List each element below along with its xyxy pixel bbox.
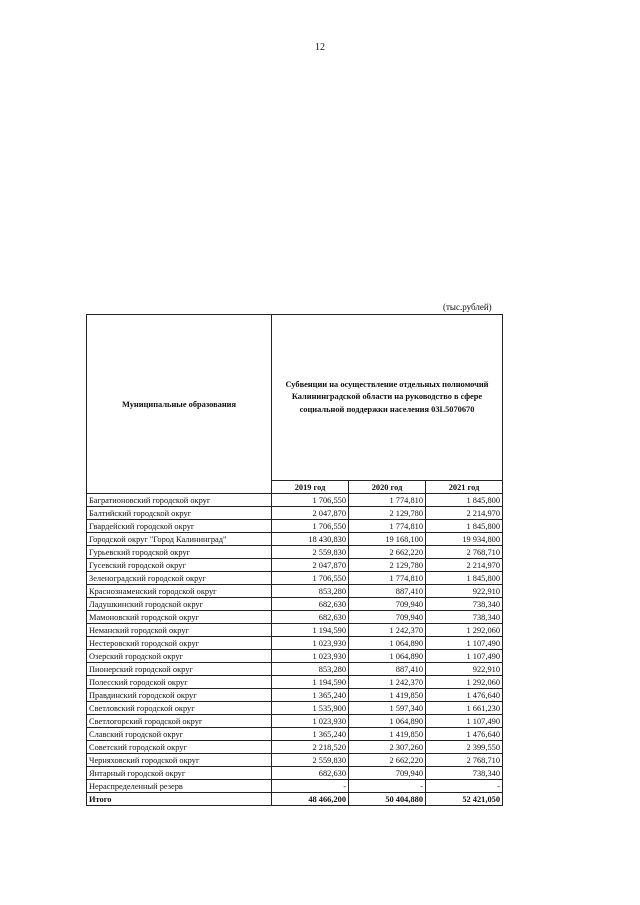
table-row [87,533,503,546]
value-cell: 709,940 [349,611,426,624]
municipality-name: Озерский городской округ [87,650,272,663]
table-row [87,585,503,598]
municipality-name: Багратионовский городской округ [87,494,272,507]
value-cell: 709,940 [349,767,426,780]
value-cell: 1 419,850 [349,728,426,741]
value-cell: 1 292,060 [426,676,503,689]
value-cell: 709,940 [349,598,426,611]
municipality-name: Гусевский городской округ [87,559,272,572]
value-cell: 2 768,710 [426,546,503,559]
value-cell: 1 365,240 [272,728,349,741]
value-cell: 1 242,370 [349,624,426,637]
value-cell: 2 214,970 [426,559,503,572]
table-row [87,780,503,793]
value-cell: 2 129,780 [349,559,426,572]
municipality-name: Светловский городской округ [87,702,272,715]
municipality-name: Ладушкинский городской округ [87,598,272,611]
value-cell: 887,410 [349,663,426,676]
value-cell: 18 430,830 [272,533,349,546]
municipality-name: Черняховский городской округ [87,754,272,767]
municipality-name: Пионерский городской округ [87,663,272,676]
value-cell: 2 768,710 [426,754,503,767]
table-row [87,611,503,624]
value-cell: 50 404,880 [349,793,426,806]
table-row [87,663,503,676]
table-row [87,598,503,611]
value-cell: 1 845,800 [426,572,503,585]
table-row [87,702,503,715]
value-cell: 2 214,970 [426,507,503,520]
value-cell: 19 168,100 [349,533,426,546]
value-cell: 1 476,640 [426,689,503,702]
municipality-name: Городской округ "Город Калининград" [87,533,272,546]
municipality-name: Мамоновский городской округ [87,611,272,624]
value-cell: 1 774,810 [349,572,426,585]
municipality-name: Славский городской округ [87,728,272,741]
header-municipalities: Муниципальные образования [87,315,272,494]
municipality-name: Правдинский городской округ [87,689,272,702]
value-cell: 1 107,490 [426,650,503,663]
value-cell: 1 107,490 [426,715,503,728]
value-cell: 2 047,870 [272,559,349,572]
value-cell: 853,280 [272,663,349,676]
municipality-name: Гурьевский городской округ [87,546,272,559]
value-cell: 1 023,930 [272,637,349,650]
header-year-2021: 2021 год [426,481,503,494]
table-row [87,494,503,507]
value-cell: 1 535,900 [272,702,349,715]
value-cell: 2 662,220 [349,546,426,559]
value-cell: 1 242,370 [349,676,426,689]
value-cell: 682,630 [272,598,349,611]
table-row [87,624,503,637]
value-cell: 682,630 [272,767,349,780]
value-cell: 1 023,930 [272,650,349,663]
value-cell: 922,910 [426,663,503,676]
value-cell: 1 194,590 [272,676,349,689]
total-row [87,793,503,806]
municipality-name: Янтарный городской округ [87,767,272,780]
header-year-2019: 2019 год [272,481,349,494]
municipality-name: Балтийский городской округ [87,507,272,520]
value-cell: 1 706,550 [272,520,349,533]
table-row [87,572,503,585]
value-cell: 1 597,340 [349,702,426,715]
value-cell: 1 845,800 [426,520,503,533]
value-cell: 1 064,890 [349,637,426,650]
value-cell: 2 399,550 [426,741,503,754]
header-year-2020: 2020 год [349,481,426,494]
municipality-name: Полесский городской округ [87,676,272,689]
table-row [87,507,503,520]
table-row [87,741,503,754]
value-cell: 1 365,240 [272,689,349,702]
value-cell: 52 421,050 [426,793,503,806]
units-label: (тыс.рублей) [443,302,492,312]
value-cell: 1 194,590 [272,624,349,637]
municipality-name: Краснознаменский городской округ [87,585,272,598]
value-cell: 1 774,810 [349,520,426,533]
table-row [87,728,503,741]
table-body [87,494,503,806]
table-row [87,715,503,728]
value-cell: 2 129,780 [349,507,426,520]
value-cell: 738,340 [426,767,503,780]
header-subsidy: Субвенции на осуществление отдельных полномочий Калининградской области на руководство в сфере социальной поддержки населения 03L5070670 [272,315,503,481]
table-row [87,546,503,559]
table-row [87,754,503,767]
municipality-name: Нестеровский городской округ [87,637,272,650]
value-cell: 1 107,490 [426,637,503,650]
value-cell: 2 559,830 [272,754,349,767]
value-cell: - [272,780,349,793]
value-cell: 2 559,830 [272,546,349,559]
table-row [87,650,503,663]
page-number: 12 [315,42,325,53]
municipality-name: Светлогорский городской округ [87,715,272,728]
municipality-name: Итого [87,793,272,806]
table-row [87,520,503,533]
value-cell: 922,910 [426,585,503,598]
municipality-name: Зеленоградский городской округ [87,572,272,585]
value-cell: 738,340 [426,598,503,611]
value-cell: 1 476,640 [426,728,503,741]
value-cell: 1 023,930 [272,715,349,728]
value-cell: 2 307,260 [349,741,426,754]
value-cell: 887,410 [349,585,426,598]
value-cell: 682,630 [272,611,349,624]
value-cell: 1 292,060 [426,624,503,637]
value-cell: 1 064,890 [349,650,426,663]
value-cell: 2 218,520 [272,741,349,754]
value-cell: 19 934,800 [426,533,503,546]
municipality-name: Советский городской округ [87,741,272,754]
table-row [87,676,503,689]
value-cell: - [426,780,503,793]
value-cell: 853,280 [272,585,349,598]
value-cell: 2 662,220 [349,754,426,767]
table-row [87,559,503,572]
value-cell: 1 706,550 [272,494,349,507]
value-cell: 1 661,230 [426,702,503,715]
subsidy-table [86,314,503,806]
table-row [87,689,503,702]
municipality-name: Неманский городской округ [87,624,272,637]
value-cell: 1 706,550 [272,572,349,585]
municipality-name: Нераспределенный резерв [87,780,272,793]
value-cell: 738,340 [426,611,503,624]
value-cell: 1 064,890 [349,715,426,728]
value-cell: - [349,780,426,793]
value-cell: 2 047,870 [272,507,349,520]
municipality-name: Гвардейский городской округ [87,520,272,533]
value-cell: 1 774,810 [349,494,426,507]
table-row [87,637,503,650]
value-cell: 48 466,200 [272,793,349,806]
value-cell: 1 845,800 [426,494,503,507]
value-cell: 1 419,850 [349,689,426,702]
table-row [87,767,503,780]
